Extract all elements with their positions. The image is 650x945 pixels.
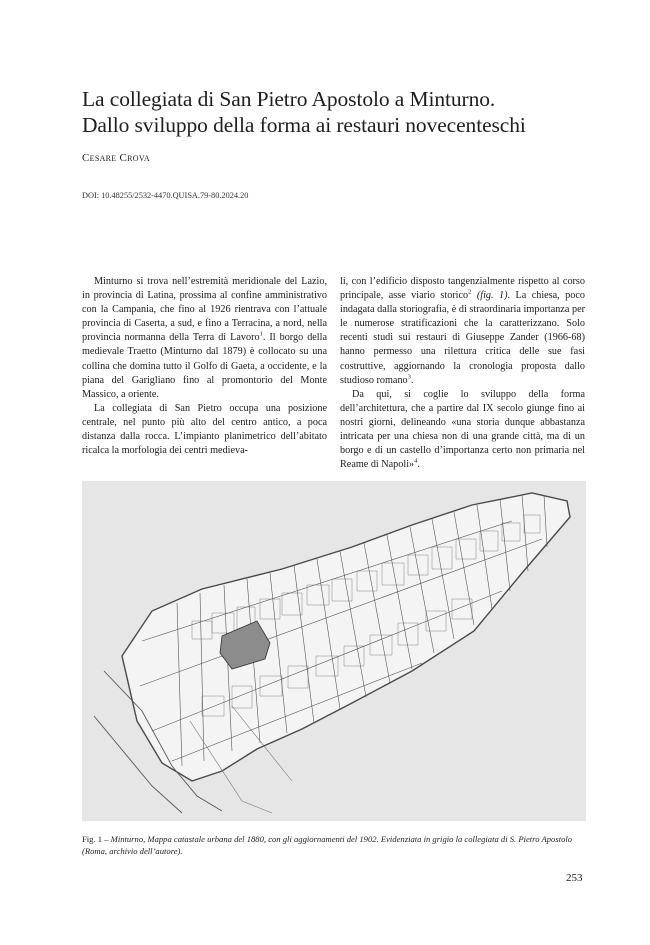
paragraph-text: . [410, 374, 414, 386]
page-number: 253 [566, 872, 583, 884]
article-title-line-2: Dallo sviluppo della forma ai restauri novecenteschi [82, 113, 526, 137]
cadastral-map-figure [82, 481, 586, 821]
footnote-ref[interactable]: 3 [407, 373, 411, 381]
caption-text: Minturno, Mappa catastale urbana del 1880, con gli aggiornamenti del 1902. Evidenziata in grigio la collegiata di S. Pietro Apostolo (Roma, archivio dell’autore). [82, 834, 573, 856]
caption-label: Fig. 1 – [82, 834, 111, 844]
paragraph [340, 388, 585, 473]
paragraph [340, 275, 585, 388]
author-name: Cesare Crova [82, 152, 150, 164]
body-column-right [340, 275, 585, 472]
body-column-left [82, 275, 327, 458]
cadastral-map [82, 481, 586, 821]
paragraph: La collegiata di San Pietro occupa una posizione centrale, nel punto più alto del centro antico, a poca distanza dalla rocca. L’impianto planimetrico dell’abitato ricalca la morfologia dei centri medieva- [82, 402, 327, 457]
paragraph-text: li, con l’edificio disposto tangenzialmente rispetto al corso principale, asse viario storico [340, 276, 585, 302]
footnote-ref[interactable]: 4 [414, 457, 418, 465]
doi-link[interactable]: DOI: 10.48255/2532-4470.QUISA.79-80.2024.20 [82, 191, 249, 200]
paragraph-text: . Il borgo della medievale Traetto (Minturno dal 1879) è collocato su una collina che domina tutto il Golfo di Gaeta, a occidente, e la piana del Garigliano fino al promontorio del Monte Massico, a oriente. [82, 332, 327, 400]
paragraph-text: . La chiesa, poco indagata dalla storiografia, è di straordinaria importanza per le numerose stratificazioni che la caratterizzano. Solo recenti studi sui restauri di Giuseppe Zander (1966-68) hanno permesso una rilettura critica delle sue fasi costruttive, aggiornando la cronologia proposta dallo studioso romano [340, 290, 585, 386]
footnote-ref[interactable]: 1 [259, 330, 263, 338]
paragraph-text: Da qui, si coglie lo sviluppo della forma dell’architettura, che a partire dal IX secolo giunge fino ai nostri giorni, delineando «una storia dunque abbastanza intricata per una chiesa non di una grande città, ma di un borgo e di un castello d’importanza certo non primaria nel Reame di Napoli» [340, 388, 585, 471]
paragraph-text: Minturno si trova nell’estremità meridionale del Lazio, in provincia di Latina, prossima al confine amministrativo con la Campania, che fino al 1926 rientrava con l’attuale provincia di Caserta, a sud, e fino a Terracina, a nord, nella provincia normanna della Terra di Lavoro [82, 276, 327, 344]
article-title-line-1: La collegiata di San Pietro Apostolo a Minturno. [82, 87, 496, 111]
figure-caption [82, 833, 586, 857]
footnote-ref[interactable]: 2 [468, 288, 472, 296]
article-title [82, 86, 582, 138]
figure-reference[interactable]: (fig. 1) [471, 290, 508, 302]
paragraph-text: . [417, 459, 420, 471]
paragraph [82, 275, 327, 402]
